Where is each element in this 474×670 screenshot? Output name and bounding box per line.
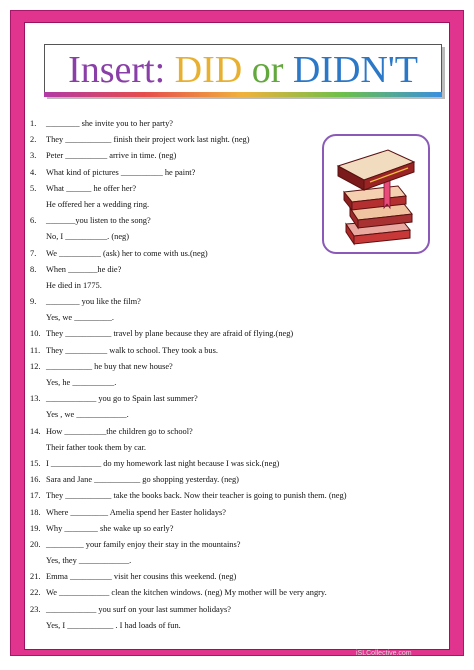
- title-word-didnt: DIDN'T: [292, 49, 418, 91]
- list-item: 21. Emma __________ visit her cousins this weekend. (neg): [30, 572, 237, 582]
- exercise-list: [30, 116, 445, 634]
- list-item: 6. _______you listen to the song?: [30, 216, 151, 226]
- list-item: 1. ________ she invite you to her party?: [30, 119, 173, 128]
- list-item: 3. Peter __________ arrive in time. (neg): [30, 151, 177, 161]
- list-item: 16. Sara and Jane ___________ go shopping yesterday. (neg): [30, 475, 239, 485]
- list-item: 19. Why ________ she wake up so early?: [30, 523, 174, 533]
- list-item: 20. _________ your family enjoy their stay in the mountains?: [30, 539, 241, 549]
- list-item: 4. What kind of pictures __________ he paint?: [30, 167, 196, 177]
- list-item: 22. We ____________ clean the kitchen windows. (neg) My mother will be very angry.: [30, 588, 327, 598]
- list-item: 15. I ____________ do my homework last night because I was sick.(neg): [30, 458, 280, 468]
- list-item: 23. ____________ you surf on your last summer holidays?: [30, 604, 231, 614]
- title-banner: [44, 44, 442, 96]
- list-item-answer: Yes, he __________.: [46, 378, 117, 387]
- list-item: 8. When _______he die?: [30, 264, 122, 274]
- list-item: 12. ___________ he buy that new house?: [30, 361, 173, 371]
- list-item: 17. They ___________ take the books back. Now their teacher is going to punish them. (neg): [30, 491, 347, 501]
- list-item-answer: He offered her a wedding ring.: [46, 199, 150, 209]
- list-item-answer: Yes, we _________.: [46, 313, 115, 323]
- worksheet-title: [45, 47, 441, 93]
- list-item: 10. They ___________ travel by plane because they are afraid of flying.(neg): [30, 329, 294, 339]
- list-item: 11. They __________ walk to school. They took a bus.: [30, 345, 218, 355]
- list-item-answer: Their father took them by car.: [46, 442, 146, 452]
- site-watermark: iSLCollective.com: [356, 650, 412, 657]
- list-item-answer: No, I __________. (neg): [46, 232, 130, 242]
- title-word-did: DID: [174, 49, 243, 91]
- list-item: 14. How __________the children go to school?: [30, 426, 193, 436]
- list-item-answer: Yes, I ___________ . I had loads of fun.: [46, 620, 181, 630]
- title-word-insert: Insert:: [68, 49, 166, 91]
- list-item: 7. We __________ (ask) her to come with us.(neg): [30, 248, 208, 258]
- list-item: 2. They ___________ finish their project work last night. (neg): [30, 135, 250, 145]
- list-item-answer: Yes, they ____________.: [46, 556, 132, 566]
- rainbow-underline: [44, 92, 442, 97]
- list-item: 5. What ______ he offer her?: [30, 183, 137, 193]
- list-item-answer: Yes , we ____________.: [46, 410, 129, 420]
- list-item: 13. ____________ you go to Spain last summer?: [30, 394, 198, 404]
- list-item: 18. Where _________ Amelia spend her Easter holidays?: [30, 507, 227, 517]
- list-item: 9. ________ you like the film?: [30, 297, 141, 307]
- list-item-answer: He died in 1775.: [46, 280, 102, 290]
- title-word-or: or: [251, 49, 284, 91]
